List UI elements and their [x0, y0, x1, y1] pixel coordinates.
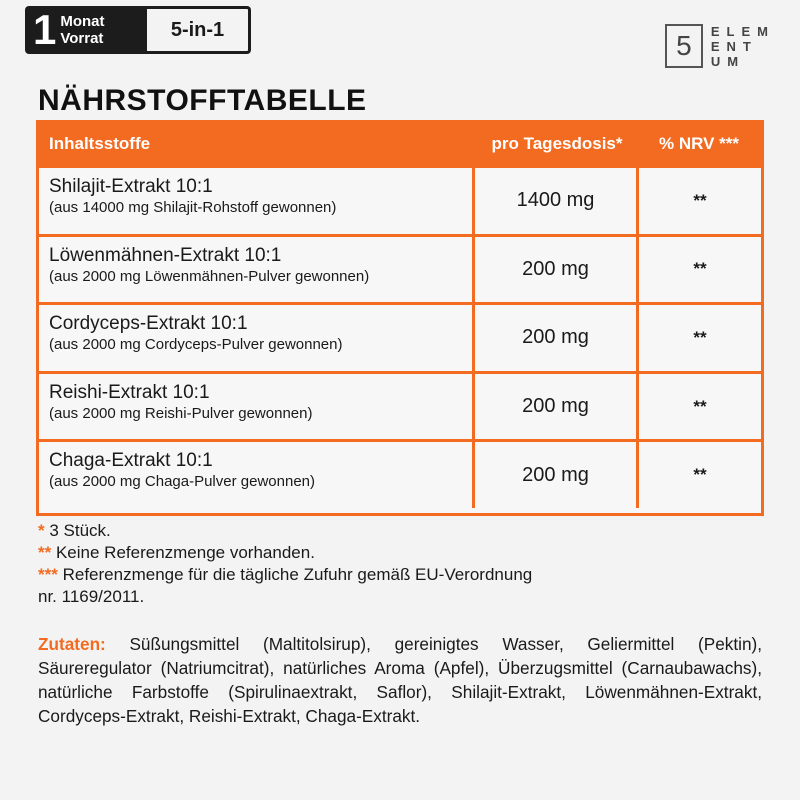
brand-logo	[665, 24, 775, 69]
ingredient-cell	[39, 168, 475, 234]
ingredient-name: Shilajit-Extrakt 10:1	[49, 176, 213, 197]
header-daily-dose: pro Tagesdosis*	[491, 134, 623, 153]
header-ingredients: Inhaltsstoffe	[49, 134, 151, 153]
ingredient-name: Löwenmähnen-Extrakt 10:1	[49, 244, 282, 266]
dose-cell: 200 mg	[475, 374, 639, 440]
nrv-cell: **	[693, 327, 707, 347]
table-row	[39, 302, 761, 371]
ingredient-source: (aus 2000 mg Cordyceps-Pulver gewonnen)	[49, 336, 343, 354]
ingredients-label: Zutaten:	[38, 634, 106, 654]
nrv-cell: **	[693, 190, 707, 210]
logo-line-2: ENT	[710, 39, 758, 54]
supply-number: 1	[33, 6, 57, 53]
table-row	[39, 439, 761, 508]
dose-cell: 200 mg	[475, 305, 639, 371]
page-title: NÄHRSTOFFTABELLE	[38, 84, 367, 117]
nrv-cell: **	[693, 465, 707, 485]
nutrient-table	[36, 120, 764, 516]
logo-box: 5	[665, 24, 703, 68]
ingredient-source: (aus 2000 mg Chaga-Pulver gewonnen)	[49, 473, 315, 491]
ingredient-source: (aus 2000 mg Löwenmähnen-Pulver gewonnen)	[49, 267, 370, 285]
footnote	[38, 542, 738, 564]
footnote-text: 3 Stück.	[49, 521, 111, 540]
ingredients-list	[38, 632, 762, 728]
logo-line-1: ELEM	[710, 24, 775, 39]
footnote-mark: *	[38, 521, 45, 540]
ingredient-name: Cordyceps-Extrakt 10:1	[49, 313, 248, 335]
dose-cell: 1400 mg	[475, 168, 639, 234]
nrv-cell: **	[693, 396, 707, 416]
table-header	[39, 123, 761, 165]
ingredient-name: Reishi-Extrakt 10:1	[49, 381, 210, 403]
ingredient-name: Chaga-Extrakt 10:1	[49, 450, 213, 472]
table-row	[39, 234, 761, 303]
logo-wordmark	[711, 24, 775, 69]
ingredients-text: Süßungsmittel (Maltitolsirup), gereinigtes Wasser, Geliermittel (Pektin), Säureregulator (Natriumcitrat), natürliches Aroma (Apfel), Überzugsmittel (Carnaubawachs), natürliche Farbstoffe (Spirulinaextrakt, Saflor), Shilajit-Extrakt, Löwenmähnen-Extrakt, Cordyceps-Extrakt, Reishi-Extrakt, Chaga-Extrakt.	[38, 634, 762, 726]
footnote-continuation: nr. 1169/2011.	[38, 587, 145, 606]
footnote	[38, 564, 738, 586]
ingredient-cell	[39, 237, 475, 303]
supply-label	[60, 13, 104, 47]
supply-label-line2: Vorrat	[60, 30, 104, 47]
dose-cell: 200 mg	[475, 442, 639, 508]
table-row	[39, 371, 761, 440]
header-nrv: % NRV ***	[659, 134, 739, 153]
supply-duration-badge	[25, 6, 147, 54]
supply-label-line1: Monat	[60, 13, 105, 30]
footnotes	[38, 520, 738, 608]
dose-cell: 200 mg	[475, 237, 639, 303]
footnote-text: Keine Referenzmenge vorhanden.	[55, 543, 315, 562]
nrv-cell: **	[693, 259, 707, 279]
footnote-text: Referenzmenge für die tägliche Zufuhr gemäß EU-Verordnung	[62, 565, 533, 584]
table-row	[39, 165, 761, 234]
footnote	[38, 520, 738, 542]
footnote-mark: ***	[38, 565, 58, 584]
logo-line-3: UM	[710, 54, 746, 69]
footnote-mark: **	[38, 543, 52, 562]
ingredient-cell	[39, 442, 475, 508]
ingredient-source: (aus 2000 mg Reishi-Pulver gewonnen)	[49, 404, 313, 422]
ingredient-cell	[39, 305, 475, 371]
ingredient-source: (aus 14000 mg Shilajit-Rohstoff gewonnen)	[49, 199, 337, 216]
ingredient-cell	[39, 374, 475, 440]
supply-badge	[25, 6, 251, 54]
variant-badge: 5-in-1	[147, 6, 251, 54]
